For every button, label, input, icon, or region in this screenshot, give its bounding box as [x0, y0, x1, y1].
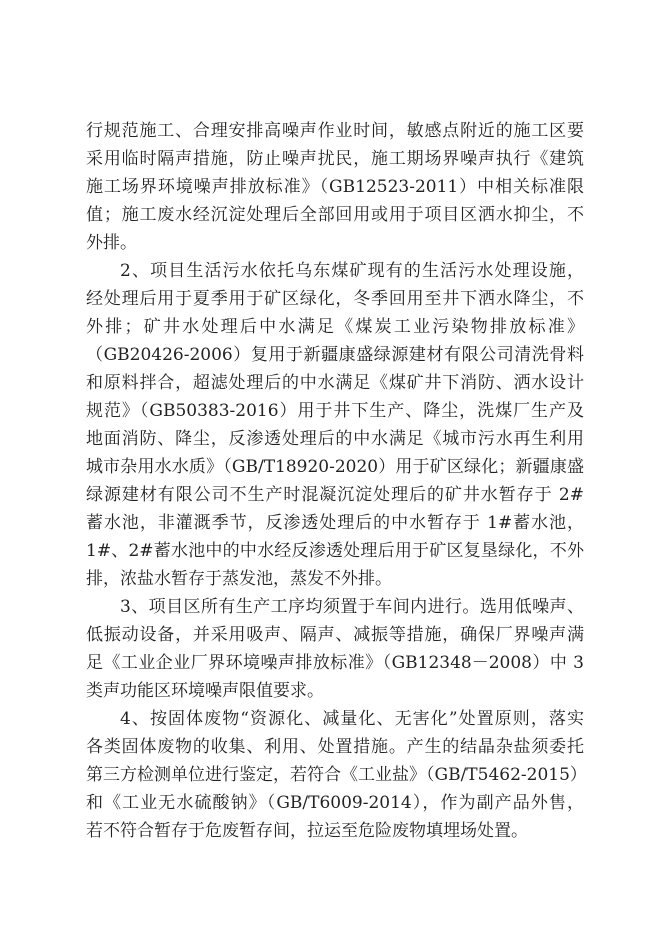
text-line: 排，浓盐水暂存于蒸发池，蒸发不外排。 — [86, 569, 392, 589]
text-line: 3、项目区所有生产工序均须置于车间内进行。选用低噪声、 — [120, 597, 584, 617]
text-line: 第三方检测单位进行鉴定，若符合《工业盐》（GB/T5462-2015） — [86, 765, 587, 785]
text-line: 低振动设备，并采用吸声、隔声、减振等措施，确保厂界噪声满 — [86, 625, 584, 645]
text-line: 城市杂用水水质》（GB/T18920-2020）用于矿区绿化；新疆康盛 — [86, 457, 584, 477]
text-line: 值；施工废水经沉淀处理后全部回用或用于项目区洒水抑尘，不 — [86, 205, 584, 225]
text-line: 地面消防、降尘，反渗透处理后的中水满足《城市污水再生利用 — [86, 429, 584, 449]
text-line: 蓄水池，非灌溉季节，反渗透处理后的中水暂存于 1#蓄水池， — [86, 513, 584, 533]
text-line: 类声功能区环境噪声限值要求。 — [86, 681, 324, 701]
text-line: 2、项目生活污水依托乌东煤矿现有的生活污水处理设施， — [120, 261, 584, 281]
text-line: 经处理后用于夏季用于矿区绿化，冬季回用至井下洒水降尘，不 — [86, 289, 584, 309]
text-line: 和原料拌合，超滤处理后的中水满足《煤矿井下消防、洒水设计 — [86, 373, 584, 393]
text-line: 外排；矿井水处理后中水满足《煤炭工业污染物排放标准》 — [86, 317, 584, 337]
text-line: 和《工业无水硫酸钠》（GB/T6009-2014），作为副产品外售， — [86, 793, 584, 813]
text-line: 绿源建材有限公司不生产时混凝沉淀处理后的矿井水暂存于 2# — [86, 485, 584, 505]
text-line: 各类固体废物的收集、利用、处置措施。产生的结晶杂盐须委托 — [86, 737, 584, 757]
paragraph — [86, 117, 584, 257]
paragraph — [86, 705, 587, 845]
text-line: 1#、2#蓄水池中的中水经反渗透处理后用于矿区复垦绿化，不外 — [86, 541, 584, 561]
document-page — [86, 117, 587, 845]
text-line: 行规范施工、合理安排高噪声作业时间，敏感点附近的施工区要 — [86, 121, 584, 141]
text-line: （GB20426-2006）复用于新疆康盛绿源建材有限公司清洗骨料 — [86, 345, 584, 365]
paragraph — [86, 593, 584, 705]
text-line: 足《工业企业厂界环境噪声排放标准》（GB12348－2008）中 3 — [86, 653, 584, 673]
text-line: 采用临时隔声措施，防止噪声扰民，施工期场界噪声执行《建筑 — [86, 149, 584, 169]
text-line: 外排。 — [86, 233, 137, 253]
text-line: 4、按固体废物“资源化、减量化、无害化”处置原则，落实 — [120, 709, 584, 729]
text-line: 施工场界环境噪声排放标准》（GB12523-2011）中相关标准限 — [86, 177, 584, 197]
text-line: 若不符合暂存于危废暂存间，拉运至危险废物填埋场处置。 — [86, 821, 528, 841]
paragraph — [86, 257, 584, 593]
text-line: 规范》（GB50383-2016）用于井下生产、降尘，洗煤厂生产及 — [86, 401, 584, 421]
